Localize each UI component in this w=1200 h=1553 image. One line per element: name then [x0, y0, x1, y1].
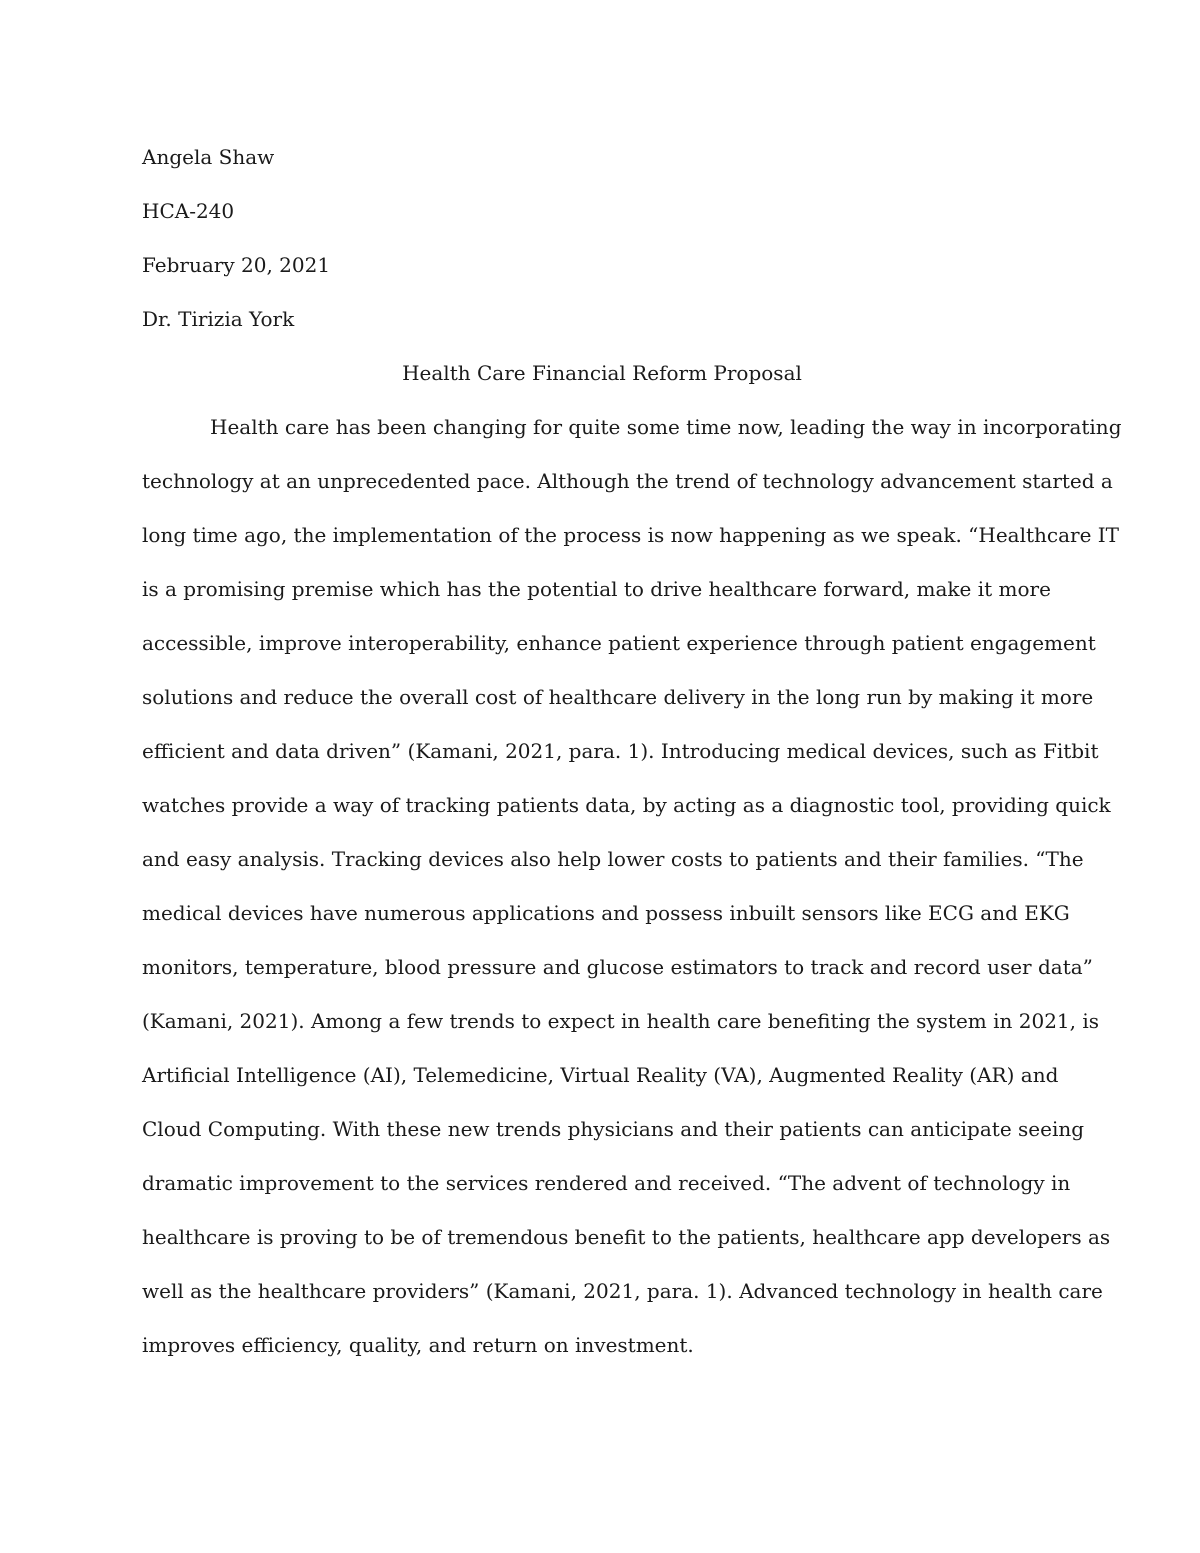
body-paragraph: [142, 408, 1122, 1380]
instructor-name: Dr. Tirizia York: [142, 307, 295, 331]
body-line: well as the healthcare providers” (Kamani, 2021, para. 1). Advanced technology in health care: [142, 1279, 1103, 1303]
header-block: [142, 138, 1062, 354]
body-line: long time ago, the implementation of the process is now happening as we speak. “Healthcare IT: [142, 523, 1120, 547]
body-line: watches provide a way of tracking patients data, by acting as a diagnostic tool, providing quick: [142, 793, 1111, 817]
body-line: dramatic improvement to the services rendered and received. “The advent of technology in: [142, 1171, 1071, 1195]
author-name: Angela Shaw: [142, 145, 275, 169]
body-line: technology at an unprecedented pace. Although the trend of technology advancement started a: [142, 469, 1113, 493]
body-line: (Kamani, 2021). Among a few trends to expect in health care benefiting the system in 2021, is: [142, 1009, 1100, 1033]
body-line: Cloud Computing. With these new trends physicians and their patients can anticipate seeing: [142, 1117, 1085, 1141]
body-line: improves efficiency, quality, and return on investment.: [142, 1333, 694, 1357]
course-code: HCA-240: [142, 199, 235, 223]
body-line: Health care has been changing for quite some time now, leading the way in incorporating: [210, 415, 1122, 439]
body-line: monitors, temperature, blood pressure and glucose estimators to track and record user data”: [142, 955, 1093, 979]
body-line: healthcare is proving to be of tremendous benefit to the patients, healthcare app developers as: [142, 1225, 1111, 1249]
body-line: is a promising premise which has the potential to drive healthcare forward, make it more: [142, 577, 1051, 601]
document-date: February 20, 2021: [142, 253, 331, 277]
document-title: Health Care Financial Reform Proposal: [402, 361, 802, 385]
body-line: Artificial Intelligence (AI), Telemedicine, Virtual Reality (VA), Augmented Reality (AR) and: [142, 1063, 1059, 1087]
body-line: medical devices have numerous applications and possess inbuilt sensors like ECG and EKG: [142, 901, 1070, 925]
body-line: and easy analysis. Tracking devices also help lower costs to patients and their families. “The: [142, 847, 1084, 871]
body-line: efficient and data driven” (Kamani, 2021, para. 1). Introducing medical devices, such as Fitbit: [142, 739, 1099, 763]
body-line: solutions and reduce the overall cost of healthcare delivery in the long run by making it more: [142, 685, 1094, 709]
body-line: accessible, improve interoperability, enhance patient experience through patient engagement: [142, 631, 1096, 655]
